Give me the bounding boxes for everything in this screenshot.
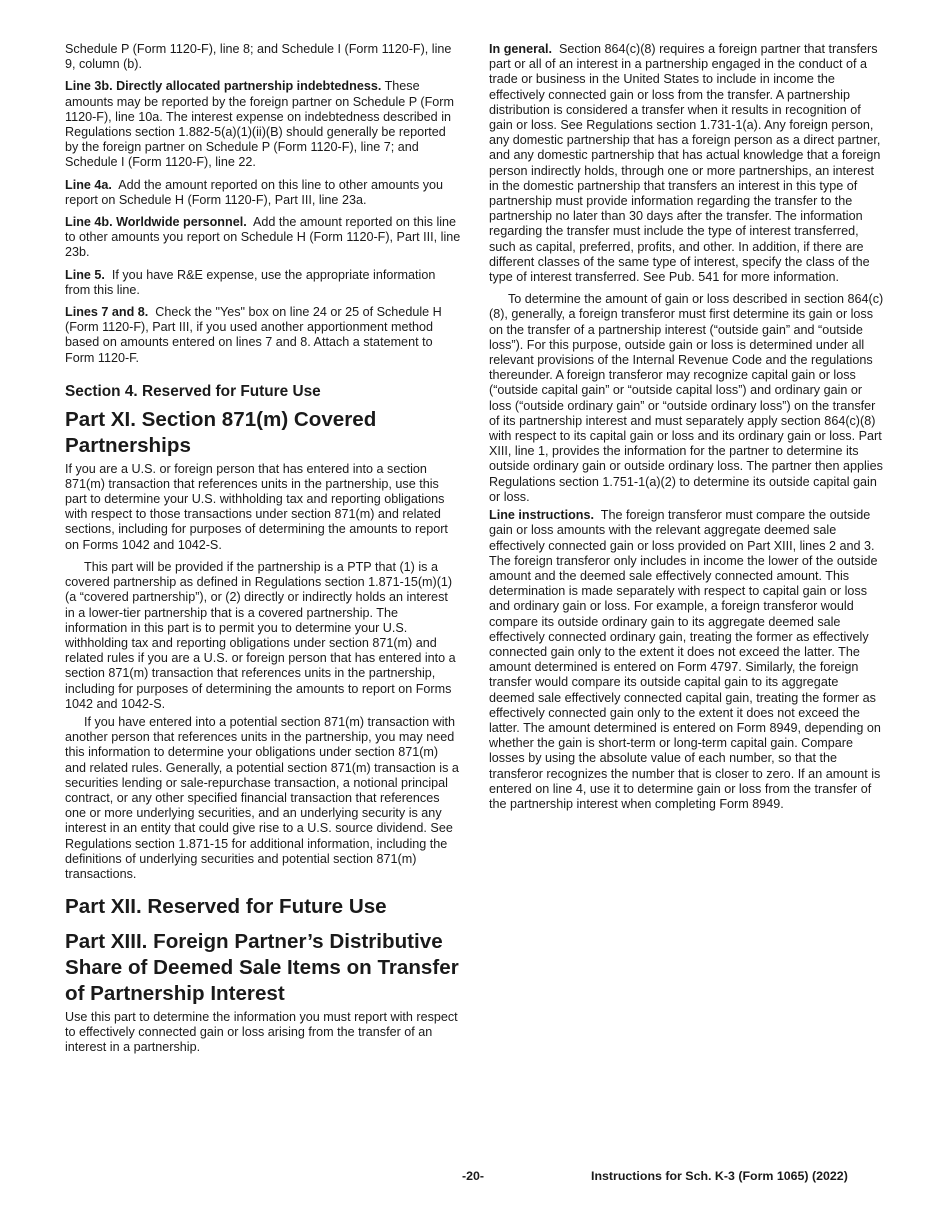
paragraph-part-xiii-intro: Use this part to determine the information you must report with respect to effectively connected gain or loss arising from the transfer of an interest in a partnership. [65, 1009, 458, 1055]
right-column [489, 42, 885, 819]
line-5-label: Line 5. [65, 267, 105, 282]
line-4a-label: Line 4a. [65, 177, 112, 192]
line-4b-label: Line 4b. Worldwide personnel. [65, 215, 247, 230]
line-4a-text: Add the amount reported on this line to other amounts you report on Schedule H (Form 1120-F), Part III, line 23a. [65, 177, 444, 207]
line-instructions-text: The foreign transferor must compare the outside gain or loss amounts with the relevant aggregate deemed sale effectively connected gain or loss provided on Part XIII, lines 2 and 3. The foreign transferor only includes in income the lower of the outside amount and the deemed sale effectively connected amount. This determination is made separately with respect to capital gain or loss and ordinary gain or loss. For example, a foreign transferor would compare its outside ordinary gain to its aggregate deemed sale effectively connected ordinary gain, treating the former as effectively connected gain only to the extent it does not exceed the latter. The amount determined is entered on Form 4797. Similarly, the foreign transfer would compare its outside capital gain to its aggregate deemed sale effectively connected capital gain, treating the former as effectively connected gain only to the extent it does not exceed the latter. The amount determined is entered on Form 8949, depending on whether the gain is short-term or long-term capital gain. Compare losses by using the absolute value of each number, so that the transferor recognizes the number that is closer to zero. If an amount is entered on line 4, use it to determine gain or loss from the transfer of the partnership interest when completing Form 8949. [489, 508, 881, 811]
page-number: -20- [462, 1169, 485, 1183]
line-instructions-label: Line instructions. [489, 508, 594, 523]
line-3b-label: Line 3b. Directly allocated partnership indebtedness. [65, 79, 382, 94]
line-3b-text: These amounts may be reported by the foreign partner on Schedule P (Form 1120-F), line 10a. The interest expense on indebtedness described in Regulations section 1.882-5(a)(1)(ii)(B) should generally be reported by the foreign partner on Schedule P (Form 1120-F), line 7; and Schedule I (Form 1120-F), line 22. [65, 79, 454, 170]
line-4b-text: Add the amount reported on this line to other amounts you report on Schedule H (Form 1120-F), Part III, line 23b. [65, 215, 461, 260]
in-general-label: In general. [489, 42, 552, 56]
paragraph-determine-gain-loss: To determine the amount of gain or loss described in section 864(c)(8), generally, a foreign transferor must first determine its gain or loss on the transfer of a partnership interest (“outside gain” and “outside loss”). For this purpose, outside gain or loss is determined under all relevant provisions of the Internal Revenue Code and the regulations thereunder. A foreign transferor may recognize capital gain or loss (“outside capital gain” or “outside capital loss”) and ordinary gain or loss (“outside ordinary gain” or “outside ordinary loss”) on the transfer of its partnership interest and must separately apply section 864(c)(8) with respect to its capital gain or loss and its ordinary gain or loss. Part XIII, line 1, provides the information for the partner to determine its outside ordinary gain or outside ordinary loss. The partner then applies Regulations section 1.751-1(a)(2) to determine its outside capital gain or loss. [489, 292, 884, 504]
paragraph-line-instructions [489, 508, 885, 812]
left-column [65, 42, 461, 1062]
paragraph-line-3b [65, 79, 461, 170]
line-5-text: If you have R&E expense, use the appropriate information from this line. [65, 267, 436, 297]
paragraph-line-5 [65, 268, 461, 298]
heading-section-4: Section 4. Reserved for Future Use [65, 382, 321, 400]
heading-part-xi: Part XI. Section 871(m) Covered Partnerships [65, 407, 377, 458]
heading-part-xii: Part XII. Reserved for Future Use [65, 895, 387, 919]
paragraph-lines-7-8 [65, 305, 461, 366]
paragraph-in-general [489, 42, 885, 285]
lines-7-8-label: Lines 7 and 8. [65, 305, 149, 320]
paragraph-part-xi-potential: If you have entered into a potential section 871(m) transaction with another person that references units in the partnership, you may need this information to determine your obligations under section 871(m) and related rules. Generally, a potential section 871(m) transaction is a securities lending or sale-repurchase transaction, a notional principal contract, or any other specified financial transaction that references one or more underlying securities, and an underlying security is any interest in an entity that could give rise to a U.S. source dividend. See Regulations section 1.871-15 for additional information, including the definitions of underlying securities and potential section 871(m) transactions. [65, 714, 459, 881]
paragraph-part-xi-ptp: This part will be provided if the partnership is a PTP that (1) is a covered partnership as defined in Regulations section 1.871-15(m)(1) (a “covered partnership”), or (2) directly or indirectly holds an interest in a lower-tier partnership that is a covered partnership. The information in this part is to permit you to determine your U.S. withholding tax and reporting obligations under section 871(m) and related rules if you are a U.S. or foreign person that has entered into a section 871(m) transaction that references units in the partnership, including for purposes of determining the amounts to report on Forms 1042 and 1042-S. [65, 559, 456, 711]
footer-document-title: Instructions for Sch. K-3 (Form 1065) (2022) [591, 1169, 848, 1183]
paragraph-line-4b [65, 215, 461, 261]
paragraph-schedule-p-continued: Schedule P (Form 1120-F), line 8; and Schedule I (Form 1120-F), line 9, column (b). [65, 42, 452, 72]
paragraph-line-4a [65, 178, 461, 208]
heading-part-xiii: Part XIII. Foreign Partner’s Distributive Share of Deemed Sale Items on Transfer of Partnership Interest [65, 929, 459, 1006]
in-general-text: Section 864(c)(8) requires a foreign partner that transfers part or all of an interest in a partnership engaged in the conduct of a trade or business in the United States to include in income the effectively connected gain or loss from the transfer. A partnership distribution is considered a transfer when it results in recognition of gain or loss. See Regulations section 1.731-1(a). Any foreign person, any domestic partnership that has a foreign person as a direct partner, and any domestic partnership that has actual knowledge that a foreign person indirectly holds, through one or more partnerships, an interest in the domestic partnership that transfers an interest in this type of partnership must provide information regarding the transfer to the partnership no later than 30 days after the transfer. The information regarding the transfer must include the type of interest transferred, such as capital, preferred, profits, and other. In addition, if there are different classes of the same type of interest, specify the class of the type of interest transferred. See Pub. 541 for more information. [489, 42, 881, 285]
lines-7-8-text: Check the "Yes" box on line 24 or 25 of Schedule H (Form 1120-F), Part III, if you used another apportionment method based on amounts entered on lines 7 and 8. Attach a statement to Form 1120-F. [65, 305, 442, 365]
paragraph-part-xi-intro: If you are a U.S. or foreign person that has entered into a section 871(m) transaction that references units in the partnership, use this part to determine your U.S. withholding tax and reporting obligations with respect to those transactions under section 871(m) and related sections, including for purposes of determining the amounts to report on Forms 1042 and 1042-S. [65, 461, 448, 552]
